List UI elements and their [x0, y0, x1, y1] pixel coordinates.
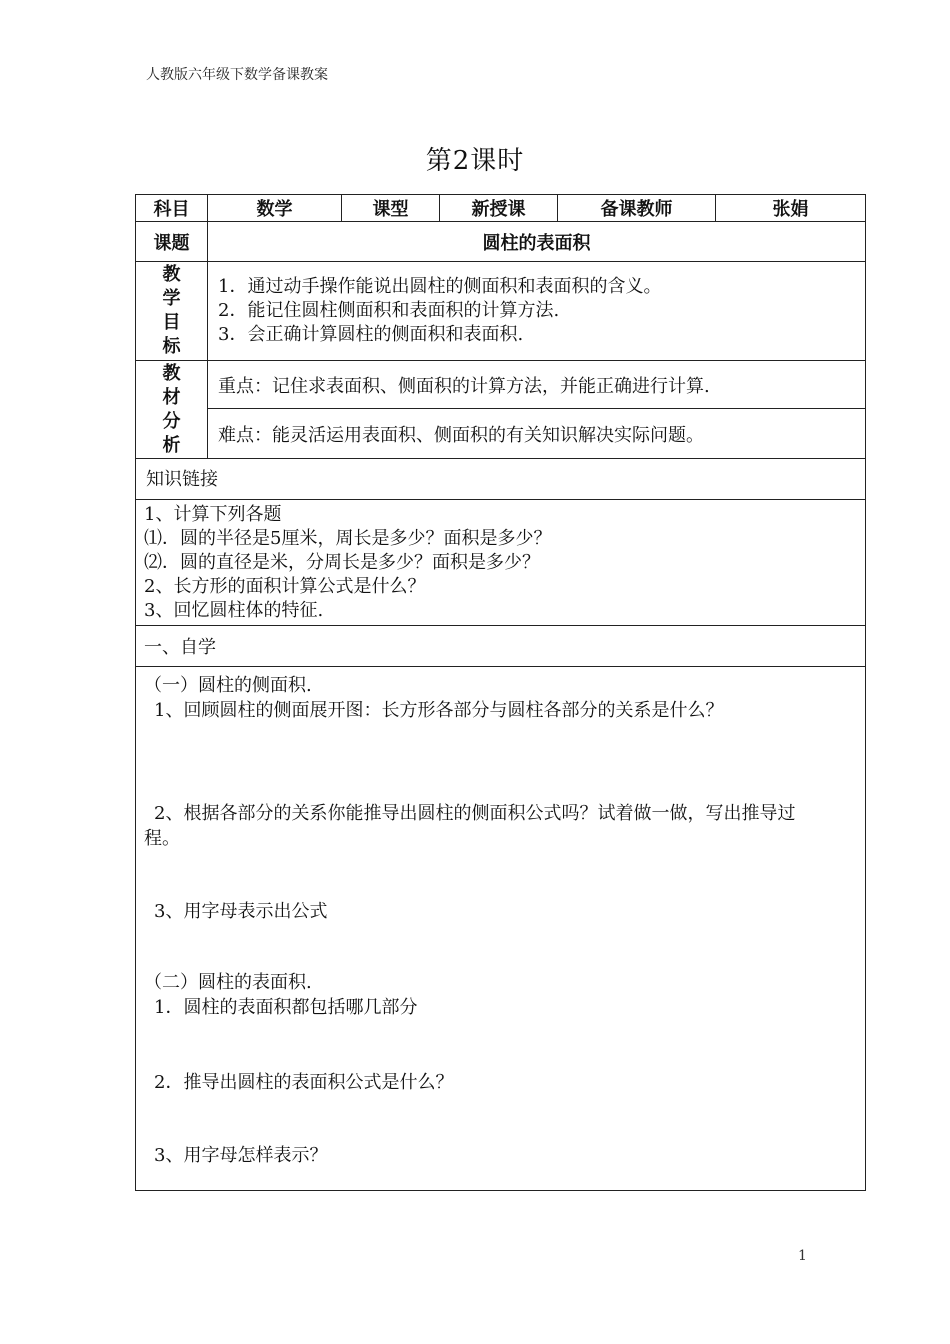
answer-space	[144, 1095, 857, 1143]
analysis-label-char: 分	[162, 410, 181, 432]
knowledge-link-header-row	[136, 459, 866, 500]
lesson-plan-table	[135, 194, 866, 1191]
knowledge-link-content	[136, 500, 866, 626]
objectives-label-char: 教	[162, 264, 181, 285]
objective-item: 3．会正确计算圆柱的侧面积和表面积.	[218, 324, 524, 345]
objectives-label-char: 目	[162, 312, 181, 333]
difficulty-text: 难点：能灵活运用表面积、侧面积的有关知识解决实际问题。	[208, 409, 866, 459]
lesson-type-label: 课型	[342, 195, 440, 222]
answer-space	[144, 924, 857, 970]
objective-item: 2．能记住圆柱侧面积和表面积的计算方法.	[218, 300, 560, 321]
page-title: 第2课时	[425, 146, 525, 176]
objective-item: 1．通过动手操作能说出圆柱的侧面积和表面积的含义。	[218, 276, 662, 297]
self-study-content	[136, 667, 866, 1191]
knowledge-link-label: 知识链接	[136, 459, 866, 500]
page-header: 人教版六年级下数学备课教案	[146, 67, 328, 83]
objectives-label	[136, 262, 208, 361]
part1-question-3: 3、用字母表示出公式	[154, 901, 328, 922]
part2-question-2: 2．推导出圆柱的表面积公式是什么？	[154, 1072, 454, 1093]
answer-space	[144, 851, 857, 899]
info-row	[136, 195, 866, 222]
objectives-content	[208, 262, 866, 361]
analysis-label-char: 教	[162, 362, 181, 384]
key-point-text: 重点：记住求表面积、侧面积的计算方法，并能正确进行计算.	[208, 361, 866, 409]
subject-value: 数学	[208, 195, 342, 222]
part2-question-3: 3、用字母怎样表示？	[154, 1145, 328, 1166]
knowledge-item: ⑴．圆的半径是5厘米，周长是多少？面积是多少？	[144, 527, 552, 549]
objectives-row	[136, 262, 866, 361]
answer-space	[144, 723, 857, 801]
topic-label: 课题	[136, 222, 208, 262]
teacher-value: 张娟	[716, 195, 866, 222]
part2-question-1: 1．圆柱的表面积都包括哪几部分	[154, 997, 418, 1018]
topic-value: 圆柱的表面积	[208, 222, 866, 262]
difficulty-row	[136, 409, 866, 459]
analysis-label-char: 材	[162, 386, 181, 408]
answer-space	[144, 1020, 857, 1070]
part2-title: （二）圆柱的表面积.	[144, 972, 312, 993]
self-study-content-row	[136, 667, 866, 1191]
key-point-row	[136, 361, 866, 409]
self-study-label: 一、自学	[136, 626, 866, 667]
knowledge-item: 3、回忆圆柱体的特征.	[144, 599, 324, 621]
lesson-type-value: 新授课	[440, 195, 558, 222]
part1-question-1: 1、回顾圆柱的侧面展开图：长方形各部分与圆柱各部分的关系是什么？	[154, 700, 724, 721]
analysis-label	[136, 361, 208, 459]
knowledge-item: 2、长方形的面积计算公式是什么？	[144, 575, 426, 597]
page-number: 1	[798, 1248, 807, 1264]
objectives-label-char: 标	[162, 336, 181, 357]
topic-row	[136, 222, 866, 262]
objectives-label-char: 学	[162, 288, 181, 309]
knowledge-item: 1、计算下列各题	[144, 503, 282, 525]
subject-label: 科目	[136, 195, 208, 222]
part1-question-2-continued: 程。	[144, 828, 180, 849]
analysis-label-char: 析	[162, 434, 181, 456]
part1-question-2: 2、根据各部分的关系你能推导出圆柱的侧面积公式吗？试着做一做，写出推导过	[154, 803, 796, 824]
knowledge-item: ⑵．圆的直径是米，分周长是多少？面积是多少？	[144, 551, 540, 573]
part1-title: （一）圆柱的侧面积.	[144, 675, 312, 696]
self-study-header-row	[136, 626, 866, 667]
teacher-label: 备课教师	[558, 195, 716, 222]
knowledge-link-content-row	[136, 500, 866, 626]
